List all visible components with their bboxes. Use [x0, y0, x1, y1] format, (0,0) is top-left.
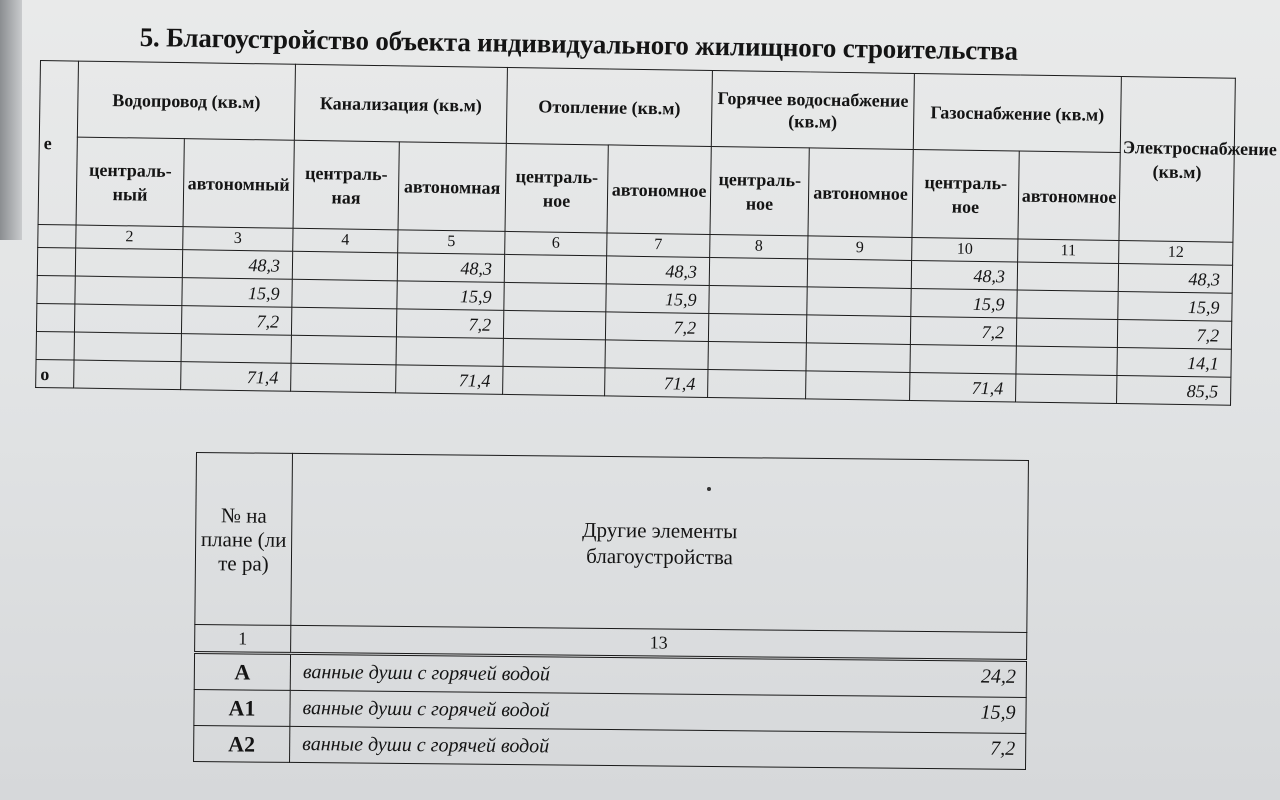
sub-gas-autonomous: автономное	[1018, 151, 1120, 240]
cell-empty	[806, 343, 910, 373]
cell-electric: 48,3	[1118, 264, 1232, 294]
cell-gas-central: 48,3	[911, 260, 1017, 290]
cell-empty	[1016, 374, 1117, 403]
col-number: 9	[808, 236, 912, 261]
col-number: 1	[195, 624, 291, 653]
cell-electric: 14,1	[1117, 348, 1231, 378]
other-elements-wrapper	[193, 452, 1036, 770]
sub-gas-central: центральное	[912, 149, 1019, 239]
cell-water-autonomous: 7,2	[181, 306, 291, 336]
col-number-blank	[38, 224, 76, 248]
description-text: ванные души с горячей водой	[302, 697, 550, 722]
col-number: 11	[1018, 239, 1119, 263]
area-value: 15,9	[980, 701, 1016, 724]
row-label-total: о	[36, 359, 74, 388]
col-number: 5	[398, 230, 505, 255]
cell-empty	[709, 285, 807, 314]
group-hotwater: Горячее водоснабжение (кв.м)	[711, 70, 914, 149]
cell-sewer-autonomous: 48,3	[397, 253, 504, 283]
litera-cell: А	[194, 652, 290, 690]
other-elements-header	[291, 453, 1029, 632]
cell-water-autonomous: 48,3	[182, 250, 292, 280]
cell-empty	[708, 313, 806, 342]
group-gas: Газоснабжение (кв.м)	[913, 73, 1121, 152]
cell-heating-autonomous: 48,3	[606, 256, 709, 286]
cell-electric: 15,9	[1118, 292, 1232, 322]
cell-electric-total: 85,5	[1117, 376, 1231, 406]
cell-sewer-autonomous: 15,9	[397, 281, 504, 311]
cell-empty	[1016, 346, 1117, 375]
sub-hotwater-autonomous: автономное	[808, 148, 913, 238]
group-water: Водопровод (кв.м)	[77, 61, 295, 140]
cell-empty	[807, 259, 911, 289]
col-number: 3	[183, 227, 293, 252]
other-elements-header-text: Другие элементы благоустройства	[582, 517, 738, 569]
cell-heating-autonomous: 7,2	[605, 312, 708, 342]
col-number: 7	[607, 233, 710, 258]
sub-sewer-central: центральная	[293, 140, 399, 230]
cell-empty	[291, 307, 396, 337]
col-number: 10	[912, 237, 1018, 262]
description-text: ванные души с горячей водой	[302, 661, 551, 686]
cell-empty	[708, 341, 806, 370]
cell-empty	[1017, 262, 1118, 291]
cell-empty	[605, 340, 708, 370]
cell-empty	[807, 287, 911, 317]
litera-cell: А1	[194, 689, 290, 726]
cell-empty	[75, 276, 182, 306]
group-sewer: Канализация (кв.м)	[294, 64, 507, 143]
sub-sewer-autonomous: автономная	[398, 142, 506, 232]
cell-empty	[503, 366, 605, 396]
sub-heating-central: центральное	[505, 143, 608, 233]
cell-electric: 7,2	[1117, 320, 1231, 350]
page-edge-shadow	[0, 0, 22, 240]
cell-empty	[806, 371, 910, 401]
cell-empty	[806, 315, 910, 345]
cell-gas-central: 7,2	[910, 316, 1016, 346]
utilities-table-wrapper	[34, 60, 1277, 458]
sub-heating-autonomous: автономное	[607, 145, 711, 235]
row-label	[36, 303, 74, 332]
sub-hotwater-central: центральное	[710, 146, 809, 235]
cell-empty	[503, 338, 605, 368]
description-text: ванные души с горячей водой	[302, 733, 550, 758]
cell-heating-autonomous-total: 71,4	[605, 368, 708, 398]
area-value: 7,2	[990, 737, 1016, 760]
col-number: 6	[505, 231, 607, 256]
other-elements-table	[193, 452, 1029, 770]
col-number: 4	[293, 228, 398, 253]
cell-sewer-autonomous: 7,2	[396, 309, 503, 339]
col-number: 8	[710, 234, 808, 258]
cell-empty	[1016, 318, 1117, 347]
description-cell	[290, 726, 1026, 769]
cell-empty	[1017, 290, 1118, 319]
group-electric: Электроснабжение (кв.м)	[1119, 77, 1235, 243]
area-value: 24,2	[980, 665, 1016, 688]
sub-water-autonomous: автономный	[183, 139, 294, 229]
cell-empty	[74, 304, 181, 334]
cell-sewer-autonomous-total: 71,4	[396, 365, 503, 395]
cell-empty	[910, 344, 1016, 374]
row-label	[36, 331, 74, 360]
cell-empty	[709, 257, 807, 286]
cell-empty	[74, 332, 181, 362]
cell-empty	[181, 334, 291, 364]
sub-water-central: центральный	[76, 137, 184, 227]
cell-empty	[292, 279, 397, 309]
section-title: 5. Благоустройство объекта индивидуального жилищного строительства	[139, 22, 1019, 66]
litera-cell: А2	[194, 725, 290, 762]
utilities-table	[35, 60, 1277, 406]
cell-empty	[291, 363, 396, 393]
cell-empty	[74, 360, 181, 390]
group-heating: Отопление (кв.м)	[506, 67, 712, 146]
row-label-header: е	[38, 61, 78, 226]
row-label	[37, 247, 75, 276]
col-number: 12	[1119, 241, 1233, 266]
row-label	[37, 275, 75, 304]
cell-empty	[292, 251, 397, 281]
col-number: 2	[76, 225, 183, 250]
cell-empty	[504, 254, 606, 284]
cell-gas-central: 15,9	[911, 288, 1017, 318]
table-row	[194, 725, 1026, 769]
cell-water-autonomous-total: 71,4	[181, 362, 291, 392]
cell-empty	[503, 310, 605, 340]
cell-heating-autonomous: 15,9	[606, 284, 709, 314]
cell-gas-central-total: 71,4	[910, 372, 1016, 402]
plan-number-header: № на плане (ли те ра)	[195, 453, 293, 626]
cell-empty	[291, 335, 396, 365]
cell-empty	[396, 337, 503, 367]
cell-water-autonomous: 15,9	[182, 278, 292, 308]
cell-empty	[708, 369, 806, 398]
cell-empty	[75, 248, 182, 278]
col-number: 13	[291, 625, 1027, 660]
cell-empty	[504, 282, 606, 312]
